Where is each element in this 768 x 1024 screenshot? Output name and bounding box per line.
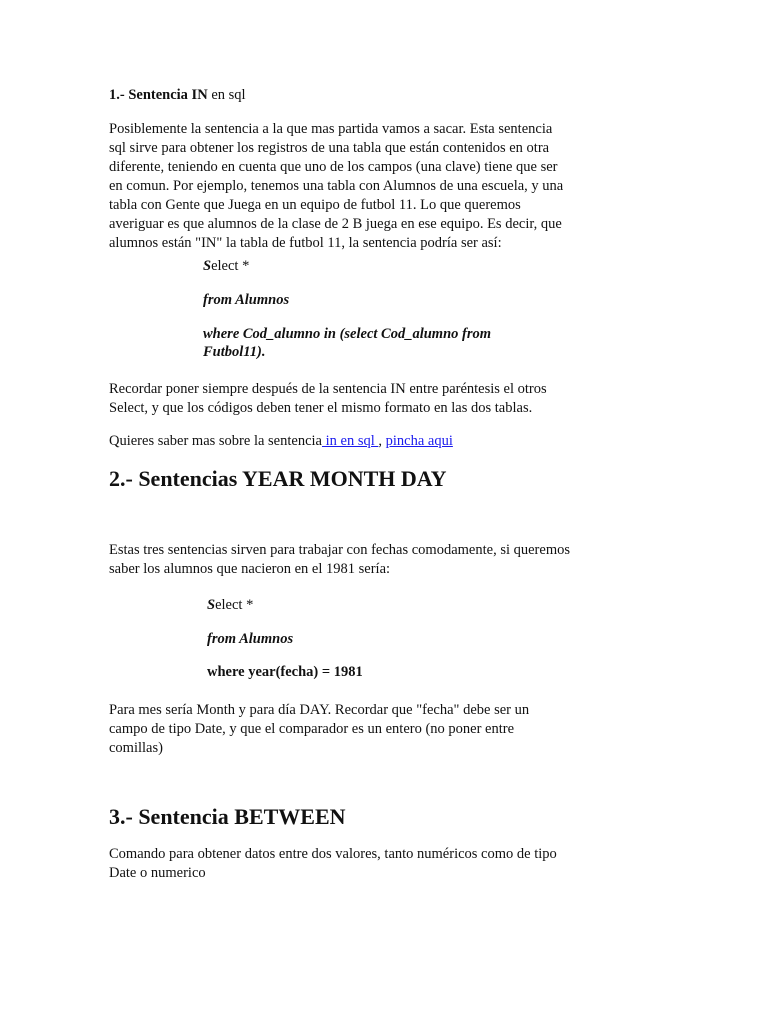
section1-code-select-initial: S xyxy=(203,258,212,274)
section2-code-select-rest: elect * xyxy=(215,597,254,613)
section1-code-where-line1: where Cod_alumno in (select Cod_alumno from xyxy=(203,326,492,342)
section1-code-where-line2: Futbol11). xyxy=(203,344,266,360)
section1-code-from: from Alumnos xyxy=(203,292,290,308)
section3-heading: 3.- Sentencia BETWEEN xyxy=(109,804,346,829)
section1-code-select xyxy=(203,258,249,275)
section2-code-from: from Alumnos xyxy=(207,631,294,647)
section2-paragraph: Estas tres sentencias sirven para trabajar con fechas comodamente, si queremos saber los alumnos que nacieron en el 1981 sería: xyxy=(109,542,570,577)
section1-heading-bold: 1.- Sentencia IN xyxy=(109,87,208,103)
section1-more-line xyxy=(109,432,453,451)
section1-heading xyxy=(109,86,246,105)
section1-more-separator: , xyxy=(378,433,386,449)
section2-code-where: where year(fecha) = 1981 xyxy=(207,664,363,680)
section1-note: Recordar poner siempre después de la sentencia IN entre paréntesis el otros Select, y que los códigos deben tener el mismo formato en las dos tablas. xyxy=(109,381,547,416)
section1-more-prefix: Quieres saber mas sobre la sentencia xyxy=(109,433,322,449)
section1-code-select-rest: elect * xyxy=(211,258,250,274)
section1-heading-rest: en sql xyxy=(207,87,246,103)
section1-paragraph: Posiblemente la sentencia a la que mas partida vamos a sacar. Esta sentencia sql sirve para obtener los registros de una tabla que están contenidos en otra diferente, teniendo en cuenta que uno de los campos (una clave) tiene que ser en comun. Por ejemplo, tenemos una tabla con Alumnos de una escuela, y una tabla con Gente que Juega en un equipo de futbol 11. Lo que queremos averiguar es que alumnos de la clase de 2 B juega en ese equipo. Es decir, que alumnos están "IN" la tabla de futbol 11, la sentencia podría ser así: xyxy=(109,121,564,251)
section2-heading: 2.- Sentencias YEAR MONTH DAY xyxy=(109,466,447,491)
section2-code-select xyxy=(207,597,253,614)
section3-paragraph: Comando para obtener datos entre dos valores, tanto numéricos como de tipo Date o numerico xyxy=(109,846,557,881)
pincha-aqui-link[interactable]: pincha aqui xyxy=(385,433,453,449)
in-en-sql-link[interactable]: in en sql xyxy=(321,433,379,449)
section2-code-select-initial: S xyxy=(207,597,216,613)
section2-note: Para mes sería Month y para día DAY. Recordar que "fecha" debe ser un campo de tipo Date, y que el comparador es un entero (no poner entre comillas) xyxy=(109,702,530,756)
